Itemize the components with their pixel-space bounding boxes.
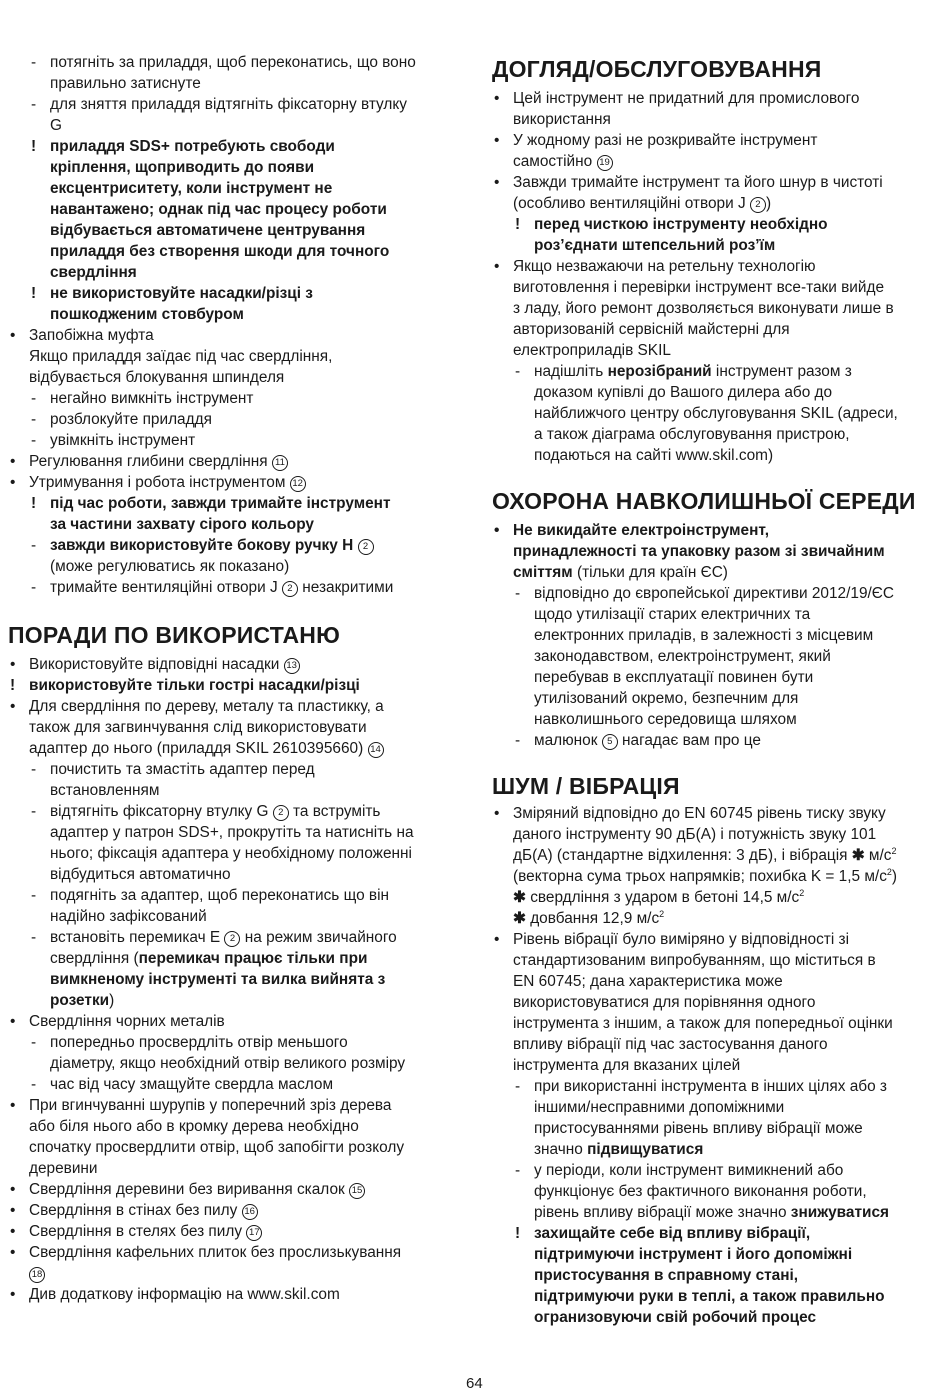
circled-number: 2 xyxy=(224,931,240,947)
list-item: щодо утилізації старих електричних та xyxy=(534,606,811,623)
bullet-item: використовуватися для порівняння одного xyxy=(513,994,816,1011)
warning-item: ! під час роботи, завжди тримайте інструмент xyxy=(31,495,391,512)
list-item: вимкненому інструменті та вилка вийнята з xyxy=(50,971,386,988)
warning-item: огранизовуючи свій робочий процес xyxy=(534,1309,817,1326)
bullet-item: • Не викидайте електроінструмент, xyxy=(494,522,770,539)
list-item: - малюнок 5 нагадає вам про це xyxy=(515,732,761,749)
bullet-item: • Свердління в стелях без пилу 17 xyxy=(8,1221,470,1242)
warning-item: ! не використовуйте насадки/різці з xyxy=(31,285,313,302)
bullet-item: • Свердління в стінах без пилу 16 xyxy=(8,1200,470,1221)
circled-number: 14 xyxy=(368,742,384,758)
bullet-item: авторизованій сервісній майстерні для xyxy=(513,321,790,338)
list-item: - відтягніть фіксаторну втулку G 2 та вструміть xyxy=(31,803,381,820)
list-item: значно підвищуватися xyxy=(534,1141,704,1158)
warning-item: ! захищайте себе від впливу вібрації, xyxy=(515,1225,811,1242)
circled-number: 17 xyxy=(246,1225,262,1241)
bullet-item: використання xyxy=(513,111,611,128)
circled-number: 15 xyxy=(349,1183,365,1199)
asterisk-icon: ✱ xyxy=(851,847,865,864)
bullet-item: • Для свердління по дереву, металу та пластикку, а xyxy=(10,698,384,715)
list-item: а також діаграма обслуговування пристрою, xyxy=(534,426,850,443)
list-item: - почистить та змастіть адаптер перед xyxy=(31,761,315,778)
bullet-item: принадлежності та упаковку разом зі звичайним xyxy=(513,543,885,560)
list-item: - подягніть за адаптер, щоб переконатись що він xyxy=(31,887,390,904)
list-item: - при використанні інструмента в інших цілях або з xyxy=(515,1078,887,1095)
bullet-item: • Якщо незважаючи на ретельну технологію xyxy=(494,258,816,275)
warning-item: відбувається автоматичене центрування xyxy=(50,222,366,239)
list-item: G xyxy=(50,117,62,134)
bullet-item: • Свердління деревини без виривання скалок 15 xyxy=(8,1179,470,1200)
list-item: електронних приладів, в залежності з місцевим xyxy=(534,627,874,644)
warning-item: навантажено; однак під час процесу роботи xyxy=(50,201,387,218)
list-item: - розблокуйте приладдя xyxy=(31,411,212,428)
asterisk-icon: ✱ xyxy=(513,910,526,927)
warning-item: кріплення, щоприводить до появи xyxy=(50,159,315,176)
list-item: надійно зафіксований xyxy=(50,908,207,925)
warning-item: роз’єднати штепсельний роз’їм xyxy=(534,237,776,254)
bullet-item: електроприладів SKIL xyxy=(513,342,671,359)
bullet-item: впливу вібрації під час застосування даного xyxy=(513,1036,828,1053)
bullet-item: деревини xyxy=(29,1160,98,1177)
warning-item: ексцентриситету, коли інструмент не xyxy=(50,180,333,197)
bullet-item: (особливо вентиляційні отвори J 2 ) xyxy=(513,195,772,212)
bullet-item: (векторна сума трьох напрямків; похибка K = 1,5 $м/с^2$) xyxy=(513,866,898,885)
warning-item: пошкодженим стовбуром xyxy=(50,306,244,323)
bullet-item: або біля нього або в кромку дерева необхідно xyxy=(29,1118,359,1135)
list-item: іншими/несправними допоміжними xyxy=(534,1099,785,1116)
circled-number: 16 xyxy=(242,1204,258,1220)
bullet-item: стандартизованим випробуванням, що міститься в xyxy=(513,952,876,969)
list-item: - надішліть нерозібраний інструмент разом з xyxy=(515,363,852,380)
bullet-item: з ладу, його ремонт дозволяється виконувати лише в xyxy=(513,300,894,317)
bullet-item: • Завжди тримайте інструмент та його шнур в чистоті xyxy=(494,174,883,191)
section-heading-noise-vibration: ШУМ / ВІБРАЦІЯ xyxy=(492,773,680,799)
bullet-item: • Запобіжна муфта xyxy=(10,327,154,344)
bullet-item: • Використовуйте відповідні насадки 13 xyxy=(8,654,470,675)
bullet-item: • Зміряний відповідно до EN 60745 рівень тиску звуку xyxy=(494,805,886,822)
circled-number: 5 xyxy=(602,734,618,750)
list-item: встановленням xyxy=(50,782,160,799)
bullet-item: сміттям (тільки для країн ЄС) xyxy=(513,564,728,581)
list-item: правильно затиснуте xyxy=(50,75,201,92)
circled-number: 12 xyxy=(290,476,306,492)
bullet-item: самостійно 19 xyxy=(492,151,946,172)
warning-item: свердління xyxy=(50,264,137,281)
list-item: утилізований окремо, безпечним для xyxy=(534,690,799,707)
warning-item: ! приладдя SDS+ потребують свободи xyxy=(31,138,335,155)
list-item: навколишнього середовища шляхом xyxy=(534,711,797,728)
body-text: відбувається блокування шпинделя xyxy=(29,369,285,386)
list-item: адаптер у патрон SDS+, прокрутіть та натисніть на xyxy=(50,824,414,841)
warning-item: ! перед чисткою інструменту необхідно xyxy=(515,216,828,233)
list-item: - попередньо просвердліть отвір меньшого xyxy=(31,1034,348,1051)
list-item: - встановіть перемикач E 2 на режим звичайного xyxy=(31,929,397,946)
bullet-item: • Свердління чорних металів xyxy=(10,1013,225,1030)
list-item: - для зняття приладдя відтягніть фіксаторну втулку xyxy=(31,96,407,113)
section-heading-maintenance: ДОГЛЯД/ОБСЛУГОВУВАННЯ xyxy=(492,56,822,82)
page-number: 64 xyxy=(466,1375,483,1392)
list-item: - потягніть за приладдя, щоб переконатись, що воно xyxy=(31,54,416,71)
bullet-item: • Див додаткову інформацію на www.skil.com xyxy=(10,1286,340,1303)
bullet-item: спочатку просвердлити отвір, щоб запобігти розколу xyxy=(29,1139,405,1156)
bullet-item: • Рівень вібрації було виміряно у відповідності зі xyxy=(494,931,850,948)
circled-number: 2 xyxy=(282,581,298,597)
circled-number: 18 xyxy=(29,1267,45,1283)
bullet-item: ✱ довбання 12,9 $м/с^2$ xyxy=(513,908,665,927)
list-item: нього; фіксація адаптера у необхідному положенні xyxy=(50,845,412,862)
bullet-item: • При вгинчуванні шурупів у поперечний зріз дерева xyxy=(10,1097,392,1114)
circled-number: 19 xyxy=(597,155,613,171)
bullet-item: даного інструменту 90 дБ(A) і потужність звуку 101 xyxy=(513,826,877,843)
warning-item: підтримуючи інструмент і його допоміжні xyxy=(534,1246,853,1263)
list-item: (може регулюватись як показано) xyxy=(50,558,290,575)
section-heading-environment: ОХОРОНА НАВКОЛИШНЬОЇ СЕРЕДИ xyxy=(492,488,916,514)
bullet-item: дБ(A) (стандартне відхилення: 3 дБ), і вібрація ✱ $м/с^2$ xyxy=(513,845,897,864)
list-item: - тримайте вентиляційні отвори J 2 незакритими xyxy=(31,579,394,596)
circled-number: 2 xyxy=(750,197,766,213)
bullet-item xyxy=(8,1263,470,1284)
list-item: подаються на сайті www.skil.com) xyxy=(534,447,774,464)
list-item: - увімкніть інструмент xyxy=(31,432,196,449)
bullet-item: • Утримування і робота інструментом 12 xyxy=(8,472,470,493)
warning-item: пристосування в справному стані, xyxy=(534,1267,799,1284)
list-item: - час від часу змащуйте свердла маслом xyxy=(31,1076,334,1093)
bullet-item: • Регулювання глибини свердління 11 xyxy=(8,451,470,472)
bullet-item: • Цей інструмент не придатний для промислового xyxy=(494,90,860,107)
right-column xyxy=(492,54,946,1328)
list-item: - негайно вимкніть інструмент xyxy=(31,390,254,407)
circled-number: 2 xyxy=(358,539,374,555)
bullet-item: • У жодному разі не розкривайте інструмент xyxy=(494,132,818,149)
section-heading-usage-tips: ПОРАДИ ПО ВИКОРИСТАНЮ xyxy=(8,622,341,648)
list-item: - у періоди, коли інструмент вимикнений або xyxy=(515,1162,844,1179)
list-item: - завжди використовуйте бокову ручку H 2 xyxy=(8,535,470,556)
left-column xyxy=(8,52,470,1305)
bullet-item: інструмента з іншим, а також для попередньої оцінки xyxy=(513,1015,893,1032)
circled-number: 13 xyxy=(284,658,300,674)
circled-number: 2 xyxy=(273,805,289,821)
list-item: пристосуваннями рівень впливу вібрації може xyxy=(534,1120,863,1137)
warning-item: за частини захвату сірого кольору xyxy=(50,516,314,533)
bullet-item: виготовлення і перевірки інструмент все-таки вийде xyxy=(513,279,885,296)
list-item: найближчого центру обслуговування SKIL (адреси, xyxy=(534,405,898,422)
asterisk-icon: ✱ xyxy=(513,889,526,906)
warning-item: підтримуючи руки в теплі, а також правильно xyxy=(534,1288,885,1305)
warning-item: приладдя без створення шкоди для точного xyxy=(50,243,390,260)
list-item: функціонує без фактичного виконання роботи, xyxy=(534,1183,867,1200)
list-item: перебував в експлуатації повинен бути xyxy=(534,669,814,686)
warning-item: ! використовуйте тільки гострі насадки/різці xyxy=(10,677,360,694)
list-item: відбудиться автоматично xyxy=(50,866,231,883)
list-item: доказом купівлі до Вашого дилера або до xyxy=(534,384,833,401)
list-item: свердління (перемикач працює тільки при xyxy=(50,950,368,967)
bullet-item: адаптер до нього (приладдя SKIL 2610395660) 14 xyxy=(8,738,470,759)
bullet-item: також для загвинчування слід використовувати xyxy=(29,719,367,736)
bullet-item: • Свердління кафельних плиток без прослизькування xyxy=(10,1244,402,1261)
list-item: діаметру, якщо необхідний отвір великого розміру xyxy=(50,1055,406,1072)
circled-number: 11 xyxy=(272,455,288,471)
list-item: розетки) xyxy=(50,992,115,1009)
bullet-item: інструмента для вказаних цілей xyxy=(513,1057,741,1074)
bullet-item: ✱ свердління з ударом в бетоні 14,5 $м/с^2$ xyxy=(513,887,805,906)
list-item: - відповідно до європейської директиви 2012/19/ЄС xyxy=(515,585,894,602)
body-text: Якщо приладдя заїдає під час свердління, xyxy=(29,348,333,365)
bullet-item: EN 60745; дана характеристика може xyxy=(513,973,783,990)
list-item: законодавством, електроінструмент, який xyxy=(534,648,831,665)
list-item: рівень впливу вібрації може значно знижуватися xyxy=(534,1204,890,1221)
